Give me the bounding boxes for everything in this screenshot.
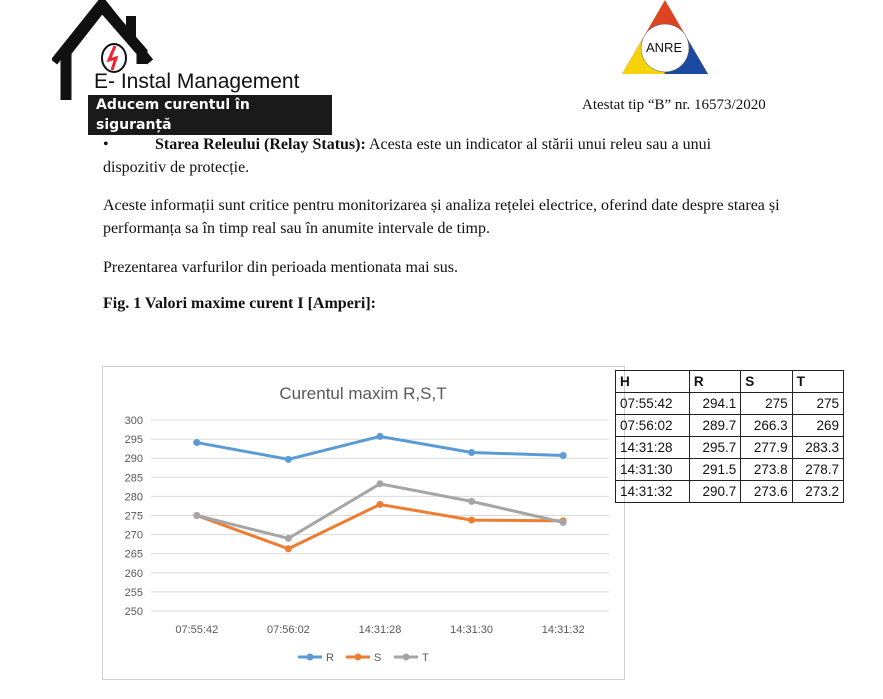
data-point-S [285, 545, 292, 552]
bullet: • [103, 136, 109, 153]
data-point-S [468, 517, 475, 524]
company-logo [52, 0, 332, 133]
y-tick-label: 285 [124, 472, 143, 485]
table-cell: 295.7 [689, 437, 740, 459]
data-point-R [560, 452, 567, 459]
table-cell: 266.3 [741, 415, 792, 437]
table-cell: 275 [792, 393, 843, 415]
table-cell: 294.1 [689, 393, 740, 415]
data-point-T [193, 512, 200, 519]
company-name: E- Instal Management [94, 70, 300, 93]
table-cell: 283.3 [792, 437, 843, 459]
chart-title: Curentul maxim R,S,T [279, 384, 447, 403]
data-point-R [193, 439, 200, 446]
table-cell: 14:31:32 [616, 481, 690, 503]
data-table-wrap [615, 370, 844, 503]
y-tick-label: 300 [124, 415, 143, 427]
table-cell: 14:31:28 [616, 437, 690, 459]
data-table [615, 370, 844, 503]
table-row [616, 459, 844, 481]
company-slogan: Aducem curentul în siguranță [88, 95, 332, 135]
y-tick-label: 280 [124, 491, 143, 504]
table-cell: 277.9 [741, 437, 792, 459]
y-tick-label: 260 [124, 567, 143, 580]
y-tick-label: 275 [124, 510, 143, 523]
legend-label-S: S [374, 652, 382, 664]
series-line-T [197, 484, 563, 539]
x-tick-label: 14:31:28 [358, 624, 402, 636]
table-cell: 269 [792, 415, 843, 437]
table-cell: 14:31:30 [616, 459, 690, 481]
table-header: R [689, 371, 740, 393]
relay-paragraph [103, 133, 773, 179]
table-cell: 278.7 [792, 459, 843, 481]
table-header: S [741, 371, 792, 393]
legend-marker-R [307, 654, 314, 661]
table-row [616, 481, 844, 503]
anre-logo [622, 0, 710, 76]
certificate-text: Atestat tip “B” nr. 16573/2020 [582, 97, 766, 113]
y-tick-label: 290 [124, 453, 143, 466]
table-header: H [616, 371, 690, 393]
data-point-R [377, 433, 384, 440]
table-cell: 290.7 [689, 481, 740, 503]
legend-marker-T [403, 654, 410, 661]
table-cell: 275 [741, 393, 792, 415]
legend-label-T: T [422, 652, 429, 664]
x-tick-label: 07:55:42 [175, 624, 219, 636]
x-tick-label: 07:56:02 [266, 624, 310, 636]
relay-title: Starea Releului (Relay Status): [155, 136, 366, 153]
figure-title: Fig. 1 Valori maxime curent I [Amperi]: [103, 295, 376, 312]
table-cell: 291.5 [689, 459, 740, 481]
paragraph-peaks: Prezentarea varfurilor din perioada mentionata mai sus. [103, 259, 458, 276]
table-header-row [616, 371, 844, 393]
data-point-T [560, 519, 567, 526]
anre-label: ANRE [646, 40, 683, 55]
y-tick-label: 265 [124, 548, 143, 561]
legend-marker-S [355, 654, 362, 661]
data-point-S [377, 501, 384, 508]
y-tick-label: 270 [124, 529, 143, 542]
table-header: T [792, 371, 843, 393]
data-point-T [377, 480, 384, 487]
table-cell: 289.7 [689, 415, 740, 437]
paragraph-info: Aceste informații sunt critice pentru monitorizarea și analiza rețelei electrice, oferind date despre starea și performanța sa în timp real sau în anumite intervale de timp. [103, 197, 780, 237]
table-cell: 273.6 [741, 481, 792, 503]
table-cell: 273.8 [741, 459, 792, 481]
table-row [616, 393, 844, 415]
table-cell: 07:56:02 [616, 415, 690, 437]
y-tick-label: 295 [124, 434, 143, 447]
x-tick-label: 14:31:30 [450, 624, 494, 636]
y-tick-label: 255 [124, 586, 143, 599]
data-point-T [468, 498, 475, 505]
table-cell: 273.2 [792, 481, 843, 503]
data-point-T [285, 535, 292, 542]
chart [102, 366, 625, 680]
table-cell: 07:55:42 [616, 393, 690, 415]
data-point-R [468, 449, 475, 456]
y-tick-label: 250 [124, 606, 143, 618]
table-row [616, 415, 844, 437]
data-point-R [285, 456, 292, 463]
x-tick-label: 14:31:32 [541, 624, 585, 636]
table-row [616, 437, 844, 459]
relay-text: Acesta este un indicator al stării unui releu sau a unui dispozitiv de protecție. [103, 136, 712, 176]
legend-label-R: R [326, 652, 334, 664]
